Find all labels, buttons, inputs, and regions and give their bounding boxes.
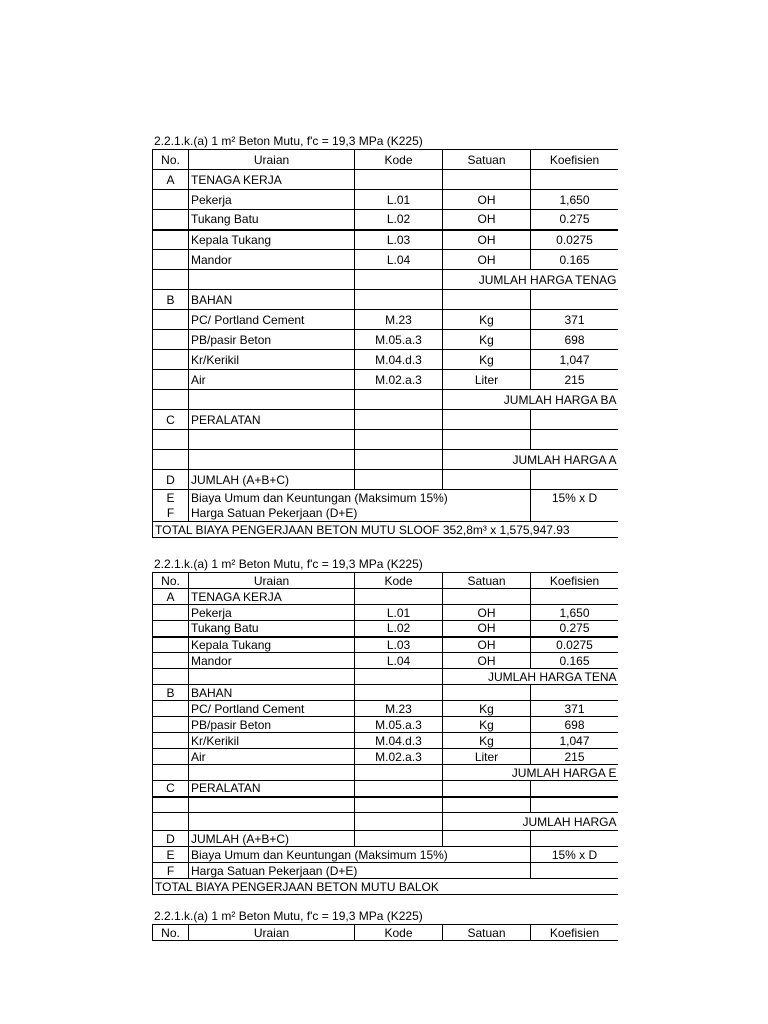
unit-price-table (152, 572, 618, 895)
subtotal-row-a (153, 669, 619, 685)
item-uraian: Tukang Batu (189, 621, 355, 637)
col-header-koefisien: Koefisien (531, 573, 619, 589)
section-no: B (153, 290, 189, 310)
item-kode: L.04 (355, 653, 443, 669)
section-koefisien: 15% x D (531, 847, 619, 863)
item-satuan: Kg (443, 733, 531, 749)
item-koefisien: 1,650 (531, 190, 619, 210)
item-koefisien: 0.0275 (531, 637, 619, 653)
table-row (153, 605, 619, 621)
item-koefisien: 1,047 (531, 350, 619, 370)
subtotal-row-a (153, 270, 619, 290)
table-caption: 2.2.1.k.(a) 1 m² Beton Mutu, f'c = 19,3 MPa (K225) (154, 134, 423, 148)
table-row (153, 330, 619, 350)
item-kode: M.04.d.3 (355, 733, 443, 749)
section-row-e (153, 490, 619, 506)
col-header-no: No. (153, 925, 189, 941)
table-row (153, 370, 619, 390)
item-koefisien: 215 (531, 370, 619, 390)
item-koefisien: 0.275 (531, 621, 619, 637)
table-row (153, 749, 619, 765)
table-row (153, 701, 619, 717)
section-row-b (153, 685, 619, 701)
item-uraian: Tukang Batu (189, 210, 355, 230)
analysis-block-next (152, 908, 618, 941)
item-uraian: Kepala Tukang (189, 230, 355, 250)
empty-row (153, 797, 619, 813)
col-header-satuan: Satuan (443, 150, 531, 170)
table-caption: 2.2.1.k.(a) 1 m² Beton Mutu, f'c = 19,3 MPa (K225) (154, 557, 423, 571)
item-satuan: Kg (443, 717, 531, 733)
item-koefisien: 1,047 (531, 733, 619, 749)
col-header-no: No. (153, 150, 189, 170)
item-satuan: OH (443, 210, 531, 230)
header-row (153, 150, 619, 170)
subtotal-row-b (153, 765, 619, 781)
item-kode: L.02 (355, 621, 443, 637)
section-label: Harga Satuan Pekerjaan (D+E) (189, 506, 531, 522)
item-satuan: OH (443, 190, 531, 210)
item-uraian: Kepala Tukang (189, 637, 355, 653)
item-koefisien: 0.0275 (531, 230, 619, 250)
table-row (153, 350, 619, 370)
item-koefisien: 0.275 (531, 210, 619, 230)
total-row (153, 522, 619, 538)
item-satuan: OH (443, 605, 531, 621)
section-row-c (153, 410, 619, 430)
subtotal-label: JUMLAH HARGA TENA (443, 669, 619, 685)
col-header-uraian: Uraian (189, 573, 355, 589)
item-satuan: Liter (443, 749, 531, 765)
col-header-kode: Kode (355, 150, 443, 170)
col-header-uraian: Uraian (189, 925, 355, 941)
item-satuan: Kg (443, 330, 531, 350)
item-satuan: Liter (443, 370, 531, 390)
table-row (153, 717, 619, 733)
item-satuan: Kg (443, 350, 531, 370)
item-satuan: OH (443, 230, 531, 250)
item-uraian: PC/ Portland Cement (189, 310, 355, 330)
subtotal-row-c (153, 813, 619, 831)
table-row (153, 190, 619, 210)
item-satuan: OH (443, 250, 531, 270)
col-header-koefisien: Koefisien (531, 925, 619, 941)
section-no: E (153, 847, 189, 863)
section-label: JUMLAH (A+B+C) (189, 831, 355, 847)
item-koefisien: 1,650 (531, 605, 619, 621)
item-kode: M.02.a.3 (355, 749, 443, 765)
table-row (153, 621, 619, 637)
table-row (153, 733, 619, 749)
section-label: Harga Satuan Pekerjaan (D+E) (189, 863, 531, 879)
section-label: BAHAN (189, 685, 355, 701)
item-satuan: Kg (443, 310, 531, 330)
table-row (153, 653, 619, 669)
section-row-b (153, 290, 619, 310)
section-no: F (153, 506, 189, 522)
item-kode: L.01 (355, 190, 443, 210)
section-label: TENAGA KERJA (189, 170, 355, 190)
col-header-satuan: Satuan (443, 925, 531, 941)
subtotal-label: JUMLAH HARGA (443, 813, 619, 831)
table-row (153, 310, 619, 330)
item-satuan: Kg (443, 701, 531, 717)
item-uraian: PB/pasir Beton (189, 717, 355, 733)
item-uraian: PC/ Portland Cement (189, 701, 355, 717)
section-no: D (153, 831, 189, 847)
table-caption: 2.2.1.k.(a) 1 m² Beton Mutu, f'c = 19,3 MPa (K225) (154, 909, 423, 923)
section-row-c (153, 781, 619, 797)
col-header-kode: Kode (355, 925, 443, 941)
section-row-a (153, 589, 619, 605)
item-kode: M.05.a.3 (355, 717, 443, 733)
item-uraian: Pekerja (189, 190, 355, 210)
item-kode: L.04 (355, 250, 443, 270)
item-kode: M.04.d.3 (355, 350, 443, 370)
item-koefisien: 371 (531, 310, 619, 330)
total-label: TOTAL BIAYA PENGERJAAN BETON MUTU SLOOF 352,8m³ x 1,575,947.93 (153, 522, 619, 538)
total-label: TOTAL BIAYA PENGERJAAN BETON MUTU BALOK (153, 879, 619, 895)
section-row-f (153, 863, 619, 879)
unit-price-table (152, 149, 618, 538)
item-satuan: OH (443, 621, 531, 637)
item-koefisien: 698 (531, 717, 619, 733)
subtotal-row-c (153, 450, 619, 470)
item-kode: M.05.a.3 (355, 330, 443, 350)
table-row (153, 210, 619, 230)
item-uraian: Kr/Kerikil (189, 733, 355, 749)
section-no: F (153, 863, 189, 879)
table-row (153, 230, 619, 250)
item-koefisien: 698 (531, 330, 619, 350)
item-kode: M.02.a.3 (355, 370, 443, 390)
section-no: C (153, 781, 189, 797)
subtotal-label: JUMLAH HARGA BA (443, 390, 619, 410)
section-label: BAHAN (189, 290, 355, 310)
section-no: A (153, 589, 189, 605)
section-no: B (153, 685, 189, 701)
analysis-block-sloof (152, 133, 618, 538)
analysis-block-balok (152, 556, 618, 895)
item-uraian: Air (189, 749, 355, 765)
section-no: E (153, 490, 189, 506)
header-row (153, 925, 619, 941)
section-label: Biaya Umum dan Keuntungan (Maksimum 15%) (189, 490, 531, 506)
unit-price-table (152, 924, 618, 941)
header-row (153, 573, 619, 589)
section-no: C (153, 410, 189, 430)
item-uraian: Pekerja (189, 605, 355, 621)
col-header-koefisien: Koefisien (531, 150, 619, 170)
total-row (153, 879, 619, 895)
item-kode: L.01 (355, 605, 443, 621)
col-header-satuan: Satuan (443, 573, 531, 589)
section-label: TENAGA KERJA (189, 589, 355, 605)
item-uraian: Mandor (189, 653, 355, 669)
col-header-no: No. (153, 573, 189, 589)
section-koefisien: 15% x D (531, 490, 619, 506)
item-uraian: Air (189, 370, 355, 390)
section-no: A (153, 170, 189, 190)
item-uraian: Kr/Kerikil (189, 350, 355, 370)
item-uraian: PB/pasir Beton (189, 330, 355, 350)
item-satuan: OH (443, 653, 531, 669)
item-kode: M.23 (355, 701, 443, 717)
table-row (153, 637, 619, 653)
section-label: JUMLAH (A+B+C) (189, 470, 355, 490)
table-row (153, 250, 619, 270)
item-kode: L.03 (355, 637, 443, 653)
section-label: PERALATAN (189, 781, 355, 797)
item-koefisien: 0.165 (531, 250, 619, 270)
item-koefisien: 0.165 (531, 653, 619, 669)
section-row-e (153, 847, 619, 863)
item-uraian: Mandor (189, 250, 355, 270)
subtotal-label: JUMLAH HARGA A (443, 450, 619, 470)
item-koefisien: 371 (531, 701, 619, 717)
item-kode: L.03 (355, 230, 443, 250)
item-koefisien: 215 (531, 749, 619, 765)
item-kode: M.23 (355, 310, 443, 330)
section-row-f (153, 506, 619, 522)
col-header-uraian: Uraian (189, 150, 355, 170)
item-satuan: OH (443, 637, 531, 653)
section-row-a (153, 170, 619, 190)
section-label: Biaya Umum dan Keuntungan (Maksimum 15%) (189, 847, 531, 863)
section-label: PERALATAN (189, 410, 355, 430)
subtotal-row-b (153, 390, 619, 410)
col-header-kode: Kode (355, 573, 443, 589)
section-row-d (153, 831, 619, 847)
empty-row (153, 430, 619, 450)
item-kode: L.02 (355, 210, 443, 230)
section-row-d (153, 470, 619, 490)
subtotal-label: JUMLAH HARGA TENAG (443, 270, 619, 290)
section-no: D (153, 470, 189, 490)
subtotal-label: JUMLAH HARGA E (443, 765, 619, 781)
